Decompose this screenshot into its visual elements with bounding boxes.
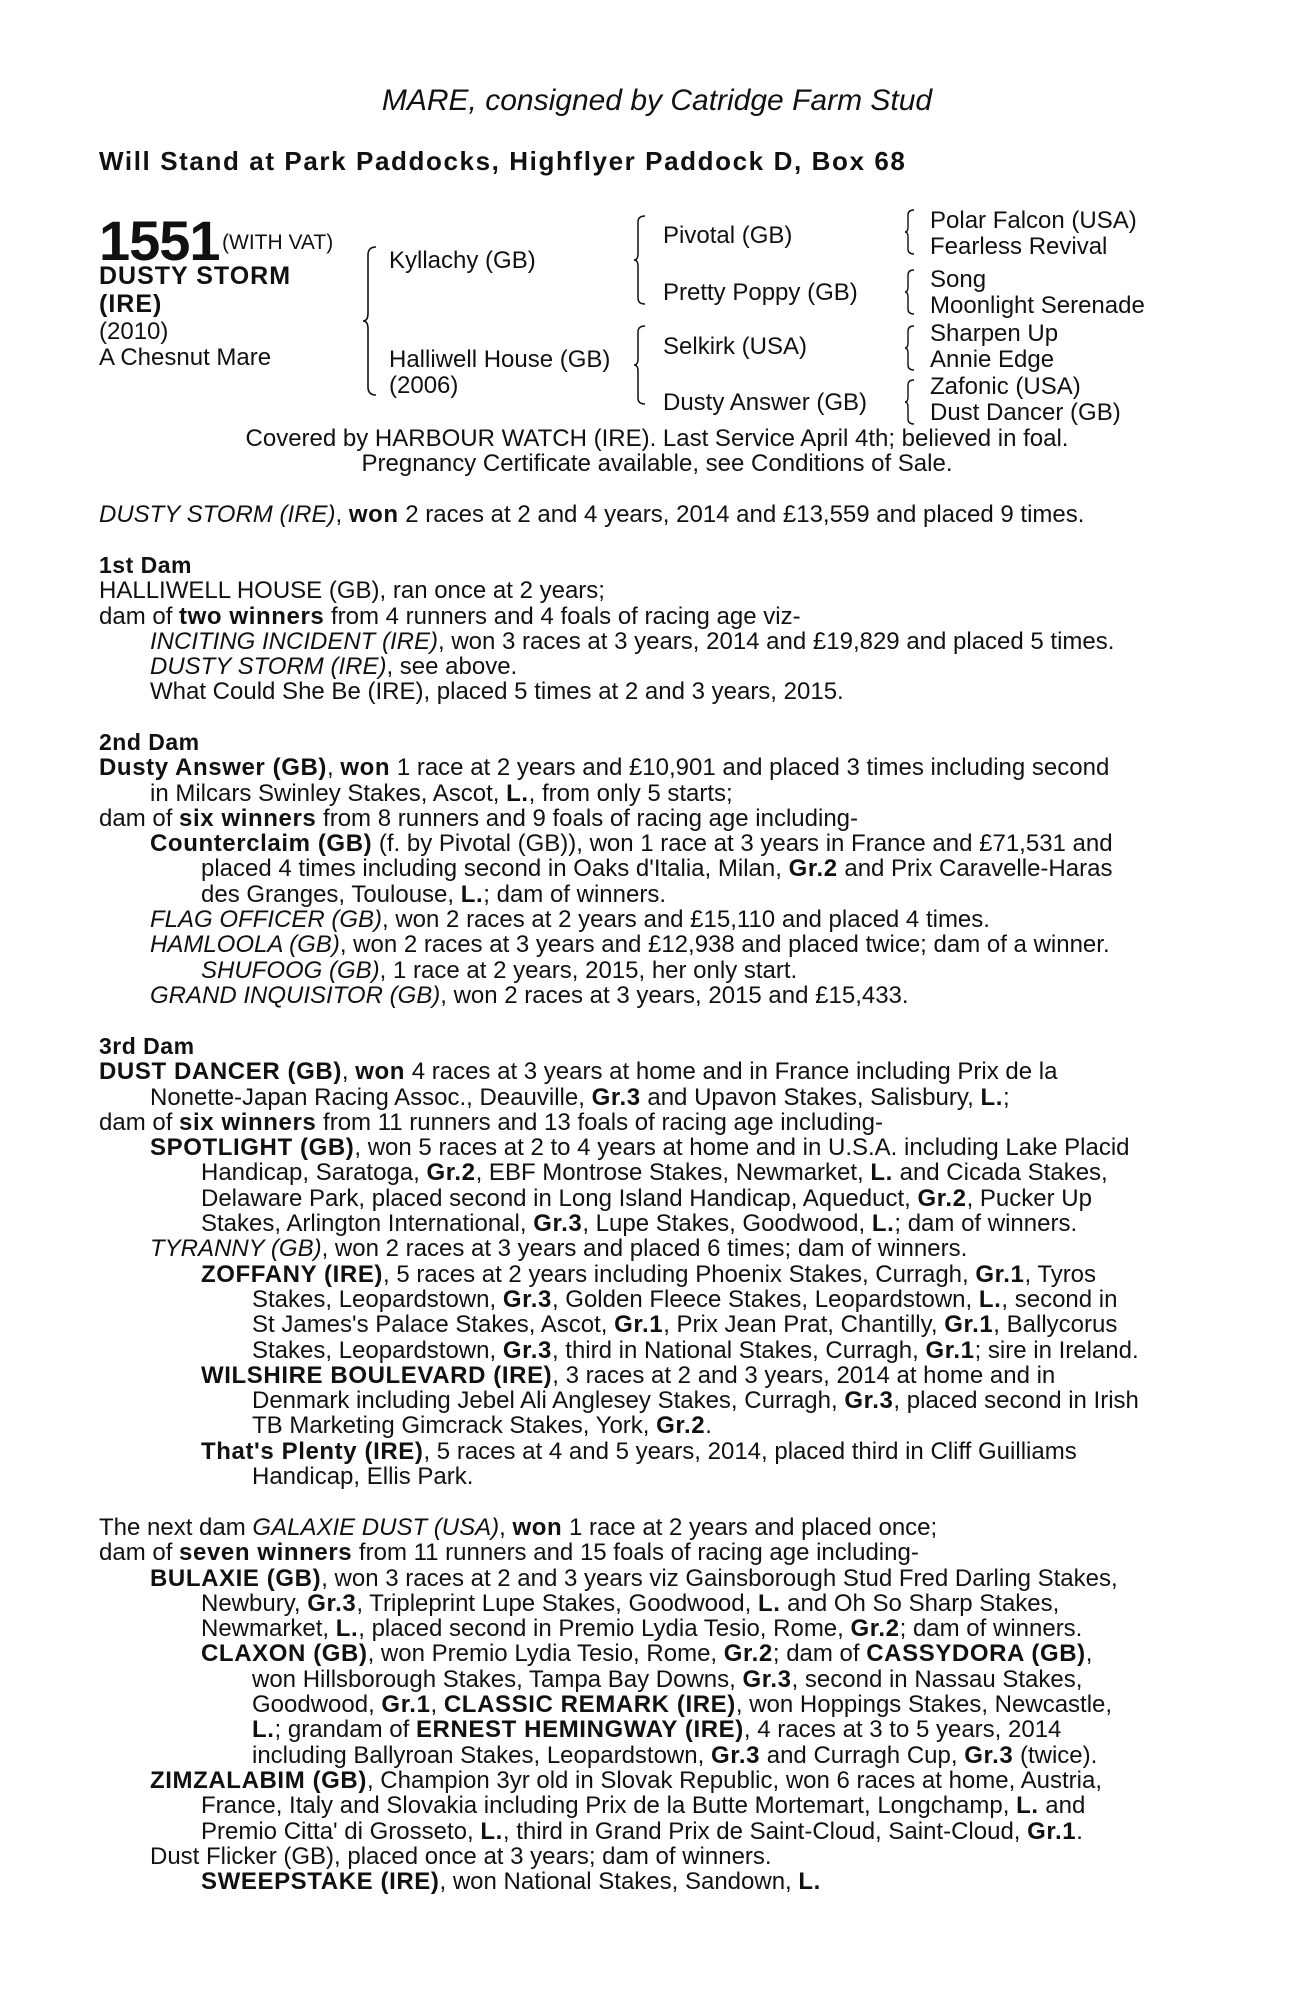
next-dam-line: The next dam GALAXIE DUST (USA), won 1 race at 2 years and placed once; <box>99 1514 938 1541</box>
pedigree-dam-dam: Dusty Answer (GB) <box>663 389 868 416</box>
produce-line: SHUFOOG (GB), 1 race at 2 years, 2015, her only start. <box>201 956 798 984</box>
pedigree-sire-sire: Pivotal (GB) <box>663 222 793 249</box>
produce-line: Stakes, Leopardstown, Gr.3, third in National Stakes, Curragh, Gr.1; sire in Ireland. <box>252 1336 1139 1364</box>
next-dam-section <box>99 1515 1209 1894</box>
pedigree-brace-sd <box>904 268 916 316</box>
third-dam-line: DUST DANCER (GB), won 4 races at 3 years at home and in France including Prix de la <box>99 1058 1058 1086</box>
produce-line: Counterclaim (GB) (f. by Pivotal (GB)), won 1 race at 3 years in France and £71,531 and <box>150 830 1113 858</box>
produce-line: Newbury, Gr.3, Tripleprint Lupe Stakes, Goodwood, L. and Oh So Sharp Stakes, <box>201 1589 1060 1617</box>
horse-description: A Chesnut Mare <box>99 344 272 371</box>
horse-name <box>99 262 291 318</box>
produce-line: won Hillsborough Stakes, Tampa Bay Downs, Gr.3, second in Nassau Stakes, <box>252 1665 1083 1693</box>
covering-note <box>0 426 1314 476</box>
produce-line: including Ballyroan Stakes, Leopardstown, Gr.3 and Curragh Cup, Gr.3 (twice). <box>252 1741 1098 1769</box>
third-dam-line: Nonette-Japan Racing Assoc., Deauville, Gr.3 and Upavon Stakes, Salisbury, L.; <box>150 1083 1010 1111</box>
produce-line: Newmarket, L., placed second in Premio Lydia Tesio, Rome, Gr.2; dam of winners. <box>201 1615 1083 1643</box>
second-dam-heading: 2nd Dam <box>99 729 200 755</box>
consignor-heading: MARE, consigned by Catridge Farm Stud <box>381 84 933 117</box>
vat-note: (WITH VAT) <box>222 231 334 254</box>
produce-line: Delaware Park, placed second in Long Island Handicap, Aqueduct, Gr.2, Pucker Up <box>201 1184 1092 1212</box>
produce-line: TYRANNY (GB), won 2 races at 3 years and placed 6 times; dam of winners. <box>150 1235 968 1263</box>
produce-line: Handicap, Saratoga, Gr.2, EBF Montrose Stakes, Newmarket, L. and Cicada Stakes, <box>201 1159 1108 1187</box>
second-dam-line: in Milcars Swinley Stakes, Ascot, L., from only 5 starts; <box>150 779 733 807</box>
pedigree-dam: Halliwell House (GB) <box>389 346 611 373</box>
pedigree-brace-dam <box>633 324 647 406</box>
produce-line: ZIMZALABIM (GB), Champion 3yr old in Slovak Republic, won 6 races at home, Austria, <box>150 1766 1102 1794</box>
produce-line: DUSTY STORM (IRE), see above. <box>150 653 518 681</box>
produce-line: That's Plenty (IRE), 5 races at 4 and 5 years, 2014, placed third in Cliff Guilliams <box>201 1437 1077 1465</box>
pedigree-sire: Kyllachy (GB) <box>389 247 536 274</box>
second-dam-line: Dusty Answer (GB), won 1 race at 2 years and £10,901 and placed 3 times including second <box>99 754 1110 782</box>
produce-line: St James's Palace Stakes, Ascot, Gr.1, Prix Jean Prat, Chantilly, Gr.1, Ballycorus <box>252 1311 1118 1339</box>
summary-name: DUSTY STORM (IRE) <box>99 501 336 528</box>
covering-line2: Pregnancy Certificate available, see Conditions of Sale. <box>361 450 953 477</box>
produce-line: GRAND INQUISITOR (GB), won 2 races at 3 years, 2015 and £15,433. <box>150 981 909 1009</box>
produce-line: L.; grandam of ERNEST HEMINGWAY (IRE), 4 races at 3 to 5 years, 2014 <box>252 1716 1062 1744</box>
pedigree-dam-year: (2006) <box>389 372 459 399</box>
pedigree-sss: Polar Falcon (USA) <box>930 207 1137 234</box>
first-dam-line: dam of two winners from 4 runners and 4 foals of racing age viz- <box>99 602 801 630</box>
produce-line: Goodwood, Gr.1, CLASSIC REMARK (IRE), won Hoppings Stakes, Newcastle, <box>252 1691 1113 1719</box>
pedigree-brace-ds <box>904 324 916 372</box>
covering-line1: Covered by HARBOUR WATCH (IRE). Last Service April 4th; believed in foal. <box>245 425 1069 452</box>
pedigree-brace-dd <box>904 378 916 426</box>
produce-line: Stakes, Leopardstown, Gr.3, Golden Fleece Stakes, Leopardstown, L., second in <box>252 1285 1118 1313</box>
produce-line: FLAG OFFICER (GB), won 2 races at 2 years and £15,110 and placed 4 times. <box>150 906 990 934</box>
horse-name-line2: (IRE) <box>99 290 163 318</box>
produce-line: HAMLOOLA (GB), won 2 races at 3 years and £12,938 and placed twice; dam of a winner. <box>150 931 1110 959</box>
pedigree-dam-sire: Selkirk (USA) <box>663 333 808 360</box>
pedigree-brace-sire <box>633 214 647 306</box>
horse-summary: DUSTY STORM (IRE), won 2 races at 2 and 4 years, 2014 and £13,559 and placed 9 times. <box>99 501 1085 528</box>
third-dam-heading: 3rd Dam <box>99 1033 195 1059</box>
pedigree-ssd: Fearless Revival <box>930 233 1108 260</box>
pedigree-sds: Song <box>930 266 987 293</box>
produce-line: France, Italy and Slovakia including Prix de la Butte Mortemart, Longchamp, L. and <box>201 1792 1086 1820</box>
first-dam-heading: 1st Dam <box>99 552 192 578</box>
produce-line: INCITING INCIDENT (IRE), won 3 races at 3 years, 2014 and £19,829 and placed 5 times. <box>150 627 1115 655</box>
horse-year: (2010) <box>99 318 169 345</box>
next-dam-line: dam of seven winners from 11 runners and 15 foals of racing age including- <box>99 1539 919 1567</box>
pedigree-sdd: Moonlight Serenade <box>930 292 1145 319</box>
produce-line: BULAXIE (GB), won 3 races at 2 and 3 years viz Gainsborough Stud Fred Darling Stakes, <box>150 1564 1118 1592</box>
summary-won: won <box>348 501 399 528</box>
produce-line: des Granges, Toulouse, L.; dam of winners. <box>201 880 667 908</box>
produce-line: Premio Citta' di Grosseto, L., third in Grand Prix de Saint-Cloud, Saint-Cloud, Gr.1. <box>201 1817 1083 1845</box>
pedigree-dds: Zafonic (USA) <box>930 373 1081 400</box>
location-heading: Will Stand at Park Paddocks, Highflyer Paddock D, Box 68 <box>99 146 907 176</box>
produce-line: SPOTLIGHT (GB), won 5 races at 2 to 4 years at home and in U.S.A. including Lake Placid <box>150 1134 1130 1162</box>
produce-line: Denmark including Jebel Ali Anglesey Stakes, Curragh, Gr.3, placed second in Irish <box>252 1387 1139 1415</box>
second-dam-section <box>99 730 1209 1008</box>
produce-line: WILSHIRE BOULEVARD (IRE), 3 races at 2 and 3 years, 2014 at home and in <box>201 1361 1056 1389</box>
produce-line: SWEEPSTAKE (IRE), won National Stakes, Sandown, L. <box>201 1868 821 1896</box>
third-dam-section <box>99 1034 1209 1489</box>
horse-name-line1: DUSTY STORM <box>99 262 292 290</box>
third-dam-line: dam of six winners from 11 runners and 13 foals of racing age including- <box>99 1108 883 1136</box>
first-dam-section <box>99 553 1209 705</box>
produce-line: What Could She Be (IRE), placed 5 times at 2 and 3 years, 2015. <box>150 678 844 706</box>
first-dam-line: HALLIWELL HOUSE (GB), ran once at 2 years; <box>99 577 605 605</box>
pedigree-dss: Sharpen Up <box>930 320 1059 347</box>
produce-line: Stakes, Arlington International, Gr.3, Lupe Stakes, Goodwood, L.; dam of winners. <box>201 1210 1078 1238</box>
produce-line: Dust Flicker (GB), placed once at 3 years; dam of winners. <box>150 1842 772 1870</box>
lot-number: 1551 <box>99 209 220 272</box>
pedigree-dsd: Annie Edge <box>930 346 1055 373</box>
pedigree-brace-main <box>362 245 378 397</box>
produce-line: placed 4 times including second in Oaks d'Italia, Milan, Gr.2 and Prix Caravelle-Haras <box>201 855 1113 883</box>
pedigree-ddd: Dust Dancer (GB) <box>930 399 1121 426</box>
produce-line: CLAXON (GB), won Premio Lydia Tesio, Rome, Gr.2; dam of CASSYDORA (GB), <box>201 1640 1093 1668</box>
produce-line: ZOFFANY (IRE), 5 races at 2 years including Phoenix Stakes, Curragh, Gr.1, Tyros <box>201 1260 1097 1288</box>
produce-line: Handicap, Ellis Park. <box>252 1463 474 1491</box>
summary-text: 2 races at 2 and 4 years, 2014 and £13,559 and placed 9 times. <box>398 501 1085 528</box>
second-dam-line: dam of six winners from 8 runners and 9 foals of racing age including- <box>99 804 859 832</box>
pedigree-sire-dam: Pretty Poppy (GB) <box>663 279 858 306</box>
pedigree-brace-ss <box>904 208 916 256</box>
produce-line: TB Marketing Gimcrack Stakes, York, Gr.2. <box>252 1412 712 1440</box>
